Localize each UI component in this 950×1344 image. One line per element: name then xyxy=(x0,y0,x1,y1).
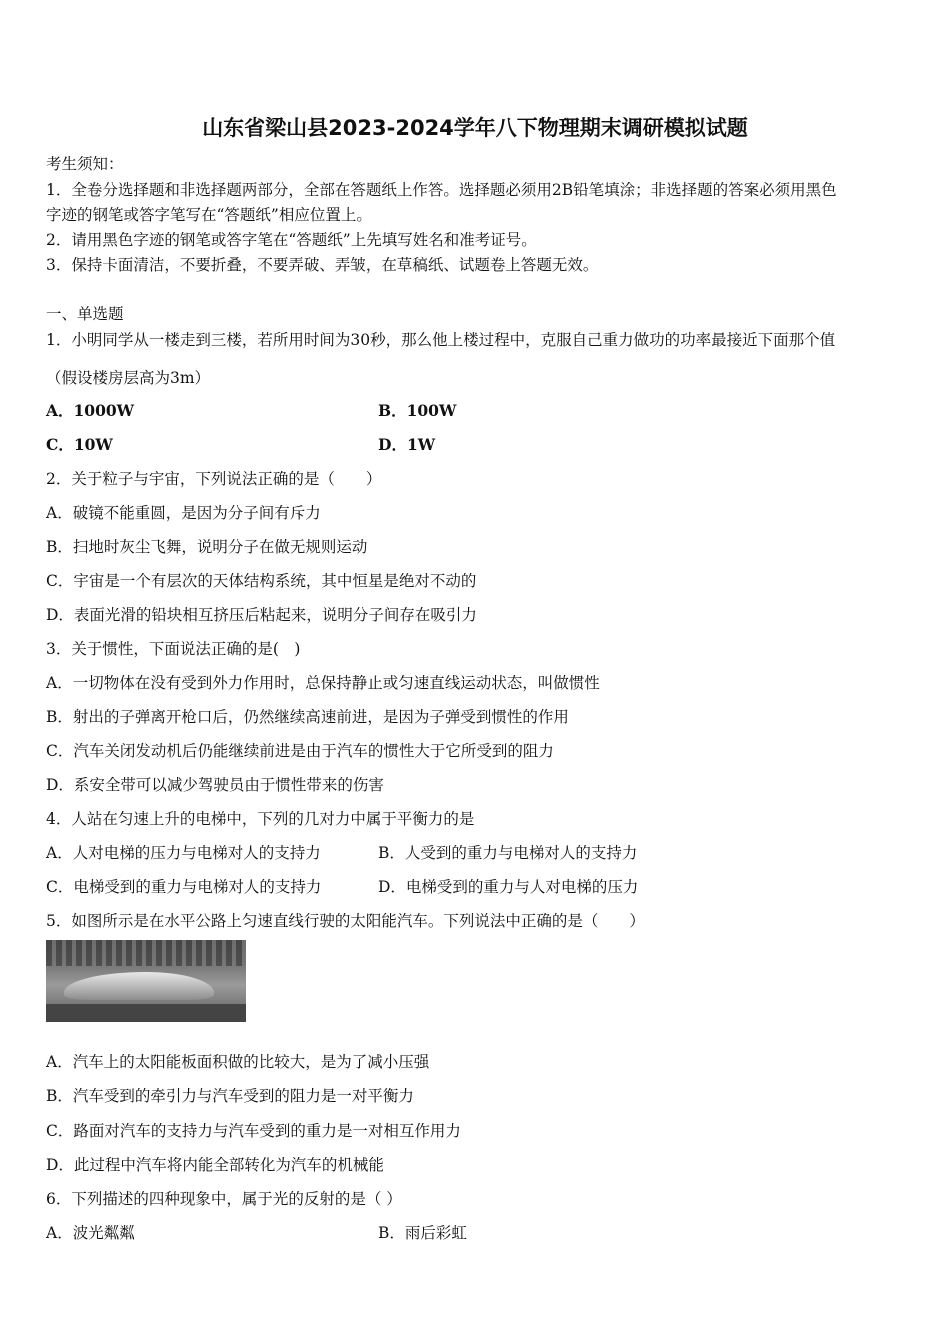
q3-option-a: A．一切物体在没有受到外力作用时，总保持静止或匀速直线运动状态，叫做惯性 xyxy=(46,674,600,692)
q4-option-a: A．人对电梯的压力与电梯对人的支持力 xyxy=(46,844,321,862)
q4-stem: 4．人站在匀速上升的电梯中，下列的几对力中属于平衡力的是 xyxy=(46,810,475,828)
q4-option-d: D．电梯受到的重力与人对电梯的压力 xyxy=(378,878,639,896)
notice-line-2: 2．请用黑色字迹的钢笔或答字笔在“答题纸”上先填写姓名和准考证号。 xyxy=(46,231,537,249)
q1-option-c: C．10W xyxy=(46,435,113,454)
q3-stem: 3．关于惯性，下面说法正确的是( ) xyxy=(46,640,301,658)
road xyxy=(46,1004,246,1022)
q4-option-c: C．电梯受到的重力与电梯对人的支持力 xyxy=(46,878,322,896)
q6-option-a: A．波光粼粼 xyxy=(46,1224,135,1242)
solar-car-photo xyxy=(46,940,246,1022)
q3-option-b: B．射出的子弹离开枪口后，仍然继续高速前进，是因为子弹受到惯性的作用 xyxy=(46,708,569,726)
q3-option-d: D．系安全带可以减少驾驶员由于惯性带来的伤害 xyxy=(46,776,384,794)
q1-stem: 1．小明同学从一楼走到三楼，若所用时间为30秒，那么他上楼过程中，克服自己重力做功的功率最接近下面那个值 xyxy=(46,331,836,349)
notice-heading: 考生须知： xyxy=(46,155,124,173)
q1-stem-cont: （假设楼房层高为3m） xyxy=(46,369,211,387)
q1-option-d: D．1W xyxy=(378,435,436,454)
q2-option-d: D．表面光滑的铅块相互挤压后粘起来，说明分子间存在吸引力 xyxy=(46,606,477,624)
q2-option-a: A．破镜不能重圆，是因为分子间有斥力 xyxy=(46,504,321,522)
q6-option-b: B．雨后彩虹 xyxy=(378,1224,467,1242)
solar-car xyxy=(64,972,214,1000)
q6-stem: 6．下列描述的四种现象中，属于光的反射的是（ ） xyxy=(46,1190,402,1208)
q5-option-c: C．路面对汽车的支持力与汽车受到的重力是一对相互作用力 xyxy=(46,1122,461,1140)
q5-option-a: A．汽车上的太阳能板面积做的比较大，是为了减小压强 xyxy=(46,1053,430,1071)
notice-line-1b: 字迹的钢笔或答字笔写在“答题纸”相应位置上。 xyxy=(46,206,372,224)
notice-line-3: 3．保持卡面清洁，不要折叠，不要弄破、弄皱，在草稿纸、试题卷上答题无效。 xyxy=(46,256,599,274)
q5-stem: 5．如图所示是在水平公路上匀速直线行驶的太阳能汽车。下列说法中正确的是（ ） xyxy=(46,912,645,930)
background-stands xyxy=(46,940,246,966)
q2-option-b: B．扫地时灰尘飞舞，说明分子在做无规则运动 xyxy=(46,538,368,556)
q2-option-c: C．宇宙是一个有层次的天体结构系统，其中恒星是绝对不动的 xyxy=(46,572,477,590)
q3-option-c: C．汽车关闭发动机后仍能继续前进是由于汽车的惯性大于它所受到的阻力 xyxy=(46,742,554,760)
page-title: 山东省梁山县2023-2024学年八下物理期末调研模拟试题 xyxy=(202,116,748,140)
section-heading: 一、单选题 xyxy=(46,305,124,323)
q4-option-b: B．人受到的重力与电梯对人的支持力 xyxy=(378,844,638,862)
notice-line-1a: 1．全卷分选择题和非选择题两部分，全部在答题纸上作答。选择题必须用2B铅笔填涂；非选择题的答案必须用黑色 xyxy=(46,181,837,199)
q5-option-b: B．汽车受到的牵引力与汽车受到的阻力是一对平衡力 xyxy=(46,1087,414,1105)
q5-option-d: D．此过程中汽车将内能全部转化为汽车的机械能 xyxy=(46,1156,384,1174)
q1-option-a: A．1000W xyxy=(46,401,135,420)
q1-option-b: B．100W xyxy=(378,401,457,420)
q2-stem: 2．关于粒子与宇宙，下列说法正确的是（ ） xyxy=(46,470,382,488)
